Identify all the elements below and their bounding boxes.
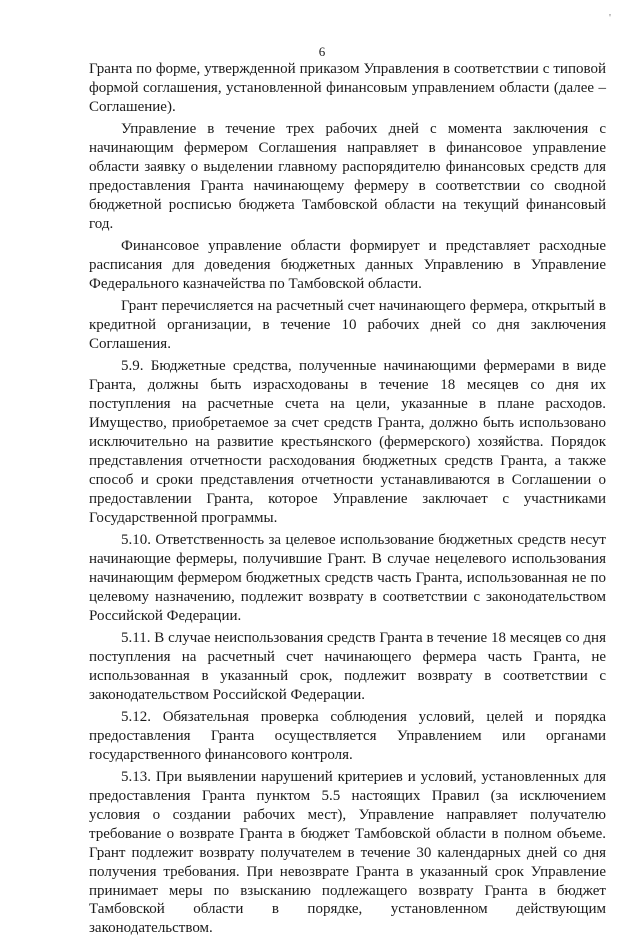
- paragraph-5-9: 5.9. Бюджетные средства, полученные начинающими фермерами в виде Гранта, должны быть израсходованы в течение 18 месяцев со дня их поступления на расчетные счета на цели, указанные в плане расходов. Имущество, приобретаемое за счет средств Гранта, должно быть использовано исключительно на развитие крестьянского (фермерского) хозяйства. Порядок представления отчетности расходования бюджетных средств Гранта, а также способ и сроки представления отчетности устанавливаются в Соглашении о предоставлении Гранта, которое Управление заключает с участниками Государственной программы.: [89, 358, 606, 526]
- paragraph-5-13: 5.13. При выявлении нарушений критериев и условий, установленных для предоставления Гранта пунктом 5.5 настоящих Правил (за исключением условия о создании рабочих мест), Управление направляет получателю требование о возврате Гранта в бюджет Тамбовской области в полном объеме. Грант подлежит возврату получателем в течение 30 календарных дней со дня получения требования. При невозврате Гранта в указанный срок Управление принимает меры по взысканию подлежащего возврату Гранта в бюджет Тамбовской области в порядке, установленном действующим законодательством.: [89, 768, 606, 937]
- paragraph-5-11: 5.11. В случае неиспользования средств Гранта в течение 18 месяцев со дня поступления на расчетный счет начинающего фермера часть Гранта, не использованная в указанный срок, подлежит возврату в соответствии с законодательством Российской Федерации.: [89, 629, 606, 703]
- paragraph-expense-schedules: Финансовое управление области формирует и представляет расходные расписания для доведения бюджетных данных Управлению в Управление Федерального казначейства по Тамбовской области.: [89, 237, 606, 292]
- page-body: [89, 60, 606, 938]
- paragraph-application: Управление в течение трех рабочих дней с момента заключения с начинающим фермером Соглашения направляет в финансовое управление области заявку о выделении главному распорядителю финансовых средств для предоставления Гранта начинающему фермеру в соответствии со сводной бюджетной росписью бюджета Тамбовской области на текущий финансовый год.: [89, 121, 606, 232]
- page-number: 6: [318, 44, 326, 59]
- paragraph-grant-form: Гранта по форме, утвержденной приказом Управления в соответствии с типовой формой соглашения, установленной финансовым управлением области (далее – Соглашение).: [89, 61, 606, 115]
- paragraph-5-10: 5.10. Ответственность за целевое использование бюджетных средств несут начинающие фермеры, получившие Грант. В случае нецелевого использования начинающим фермером бюджетных средств часть Гранта, использованная не по целевому назначению, подлежит возврату в соответствии с законодательством Российской Федерации.: [89, 531, 606, 624]
- paragraph-grant-transfer: Грант перечисляется на расчетный счет начинающего фермера, открытый в кредитной организации, в течение 10 рабочих дней со дня заключения Соглашения.: [89, 298, 606, 352]
- paragraph-5-12: 5.12. Обязательная проверка соблюдения условий, целей и порядка предоставления Гранта осуществляется Управлением или органами государственного финансового контроля.: [89, 708, 606, 763]
- corner-mark: ': [609, 12, 611, 24]
